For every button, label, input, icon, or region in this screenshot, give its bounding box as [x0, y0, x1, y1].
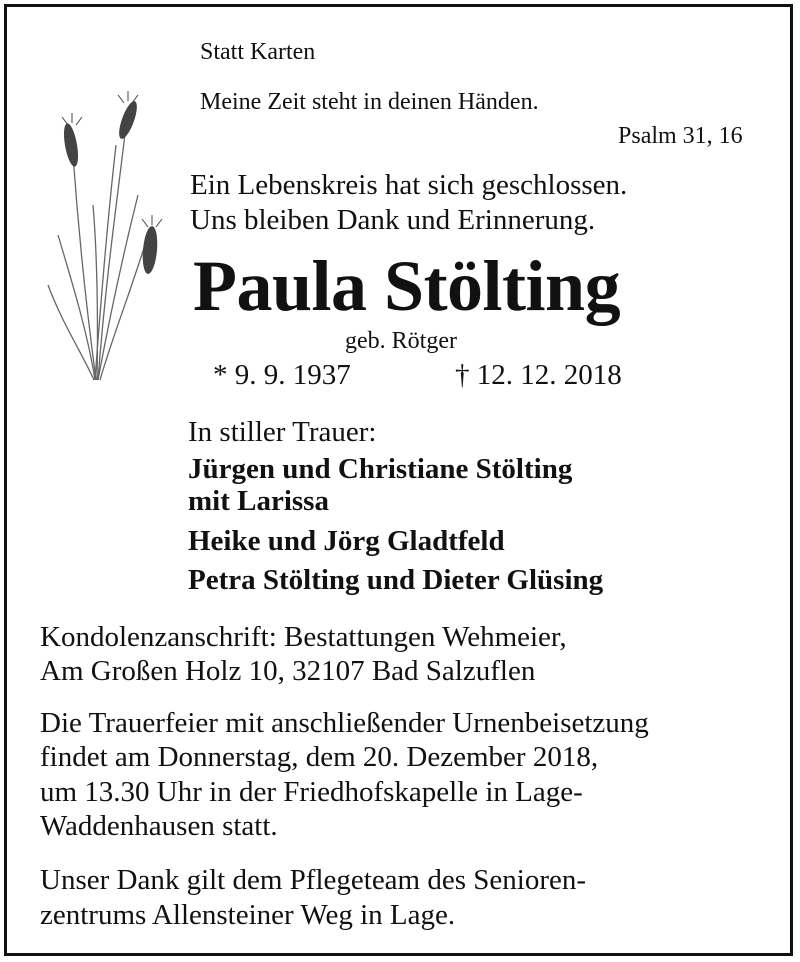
mourner-3: Heike und Jörg Gladtfeld	[188, 525, 505, 557]
statt-karten: Statt Karten	[200, 39, 316, 65]
bible-quote: Meine Zeit steht in deinen Händen.	[200, 89, 539, 115]
thanks-line-1: Unser Dank gilt dem Pflegeteam des Senioren-	[40, 864, 587, 896]
funeral-line-1: Die Trauerfeier mit anschließender Urnenbeisetzung	[40, 707, 649, 739]
funeral-line-2: findet am Donnerstag, dem 20. Dezember 2018,	[40, 741, 599, 773]
birth-date: * 9. 9. 1937	[213, 359, 351, 391]
thanks-line-2: zentrums Allensteiner Weg in Lage.	[40, 899, 456, 931]
mourner-1: Jürgen und Christiane Stölting	[188, 453, 573, 485]
mourner-2: mit Larissa	[188, 485, 329, 517]
condolence-line-2: Am Großen Holz 10, 32107 Bad Salzuflen	[40, 655, 536, 687]
deceased-name: Paula Stölting	[193, 246, 621, 326]
mourners-heading: In stiller Trauer:	[188, 416, 377, 448]
funeral-line-3: um 13.30 Uhr in der Friedhofskapelle in Lage-	[40, 776, 583, 808]
intro-line-1: Ein Lebenskreis hat sich geschlossen.	[190, 169, 628, 201]
funeral-line-4: Waddenhausen statt.	[40, 810, 278, 842]
death-date: † 12. 12. 2018	[455, 359, 622, 391]
intro-line-2: Uns bleiben Dank und Erinnerung.	[190, 204, 596, 236]
birth-name: geb. Rötger	[345, 328, 457, 354]
wheat-icon	[28, 85, 178, 385]
mourner-4: Petra Stölting und Dieter Glüsing	[188, 564, 604, 596]
quote-source: Psalm 31, 16	[618, 123, 743, 149]
condolence-line-1: Kondolenzanschrift: Bestattungen Wehmeier,	[40, 621, 567, 653]
